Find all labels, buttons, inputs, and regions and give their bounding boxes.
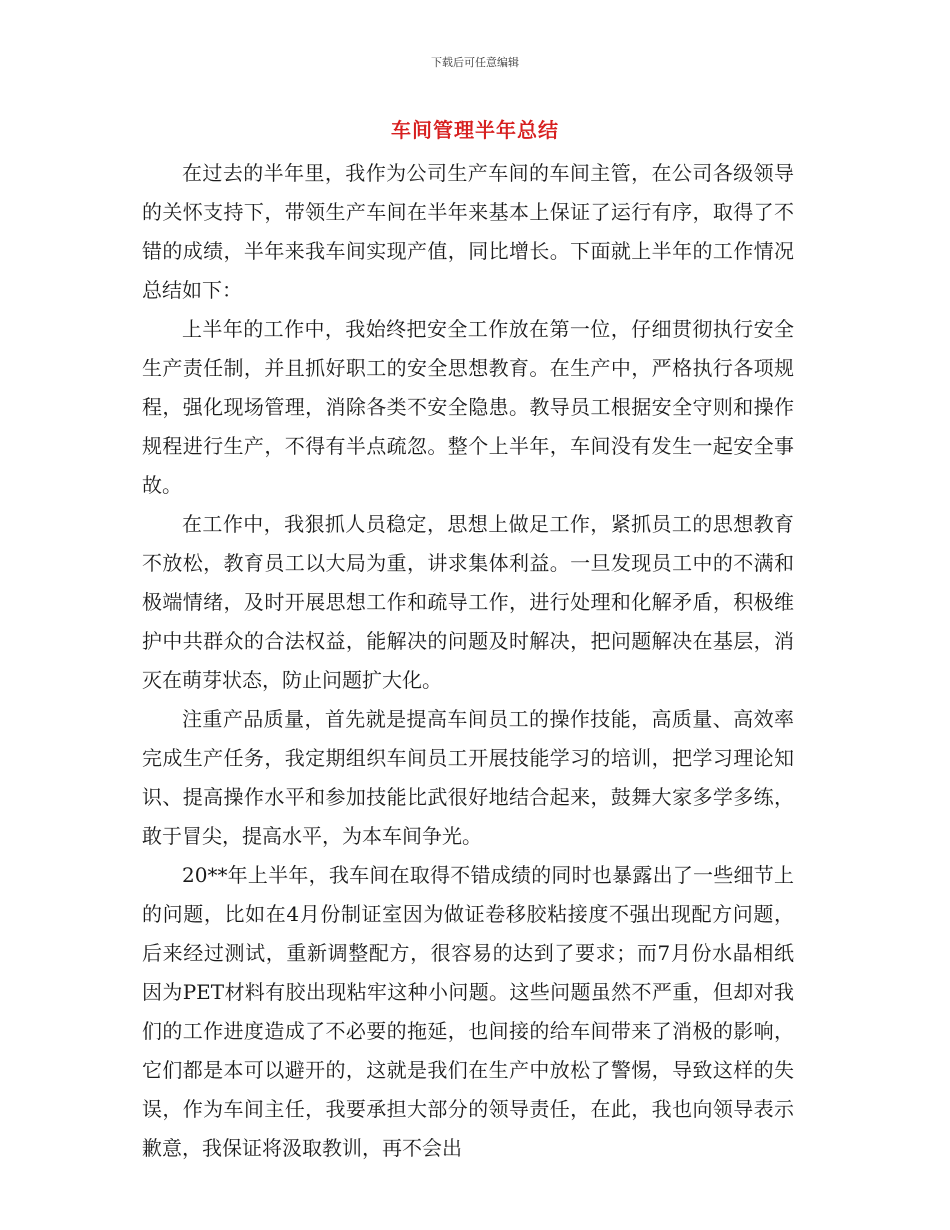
paragraph: 在工作中，我狠抓人员稳定，思想上做足工作，紧抓员工的思想教育不放松，教育员工以大局为重，讲求集体利益。一旦发现员工中的不满和极端情绪，及时开展思想工作和疏导工作，进行处理和化解矛盾，积极维护中共群众的合法权益，能解决的问题及时解决，把问题解决在基层，消灭在萌芽状态，防止问题扩大化。 [142, 512, 794, 692]
paragraph: 在过去的半年里，我作为公司生产车间的车间主管，在公司各级领导的关怀支持下，带领生产车间在半年来基本上保证了运行有序，取得了不错的成绩，半年来我车间实现产值，同比增长。下面就上半年的工作情况总结如下： [142, 161, 794, 302]
paragraph: 注重产品质量，首先就是提高车间员工的操作技能，高质量、高效率完成生产任务，我定期组织车间员工开展技能学习的培训，把学习理论知识、提高操作水平和参加技能比武很好地结合起来，鼓舞大家多学多练，敢于冒尖，提高水平，为本车间争光。 [142, 707, 794, 848]
document-title: 车间管理半年总结 [391, 118, 559, 142]
paragraph: 上半年的工作中，我始终把安全工作放在第一位，仔细贯彻执行安全生产责任制，并且抓好职工的安全思想教育。在生产中，严格执行各项规程，强化现场管理，消除各类不安全隐患。教导员工根据安全守则和操作规程进行生产，不得有半点疏忽。整个上半年，车间没有发生一起安全事故。 [142, 317, 794, 497]
paragraph: 20**年上半年，我车间在取得不错成绩的同时也暴露出了一些细节上的问题，比如在4月份制证室因为做证卷移胶粘接度不强出现配方问题，后来经过测试，重新调整配方，很容易的达到了要求；而7月份水晶相纸因为PET材料有胶出现粘牢这种小问题。这些问题虽然不严重，但却对我们的工作进度造成了不必要的拖延，也间接的给车间带来了消极的影响，它们都是本可以避开的，这就是我们在生产中放松了警惕，导致这样的失误，作为车间主任，我要承担大部分的领导责任，在此，我也向领导表示歉意，我保证将汲取教训，再不会出 [142, 863, 794, 1160]
header-note: 下载后可任意编辑 [431, 56, 519, 69]
document-body [142, 154, 794, 1168]
